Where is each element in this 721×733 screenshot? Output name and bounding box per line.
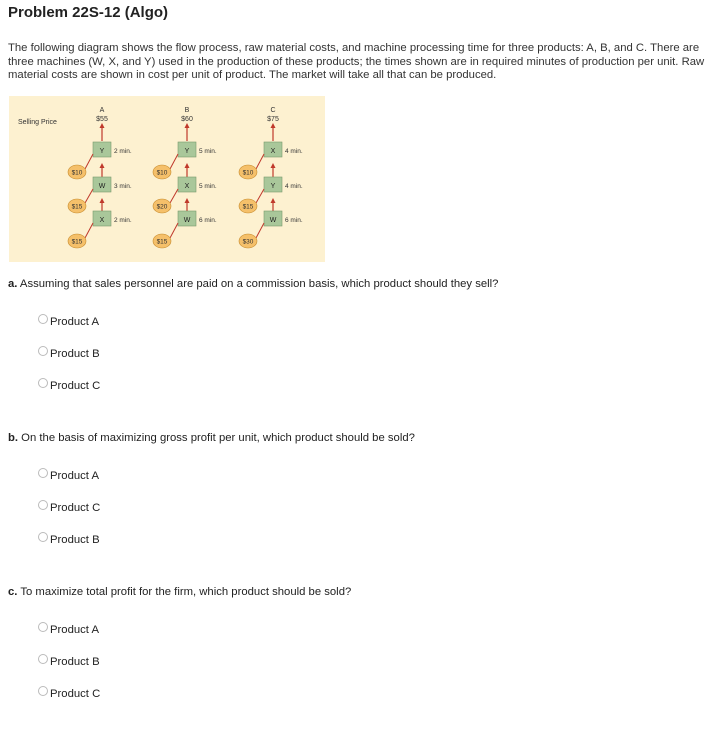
- question-b-option-2[interactable]: [38, 502, 100, 514]
- problem-intro: The following diagram shows the flow process, raw material costs, and machine processing time for three products: A, B, and C. There are three machines (W, X, and Y) used in the production of these products; the times shown are in required minutes of production per unit. Raw material costs are shown in cost per unit of product. The market will take all that can be produced.: [8, 42, 705, 81]
- machine-label: Y: [99, 148, 105, 155]
- arrow-head-icon: [185, 198, 190, 203]
- option-label: Product C: [50, 688, 101, 700]
- material-arrow-line: [85, 189, 93, 203]
- processing-time: 5 min.: [199, 148, 217, 155]
- question-b-prefix: b.: [8, 432, 19, 444]
- radio-icon[interactable]: [38, 532, 48, 542]
- option-label: Product A: [50, 624, 99, 636]
- question-c-text: To maximize total profit for the firm, which product should be sold?: [17, 586, 352, 598]
- question-b-text: On the basis of maximizing gross profit per unit, which product should be sold?: [18, 432, 415, 444]
- problem-title: Problem 22S-12 (Algo): [8, 4, 169, 21]
- arrow-head-icon: [185, 163, 190, 168]
- machine-label: W: [98, 183, 106, 190]
- machine-label: Y: [270, 183, 276, 190]
- question-c-option-1[interactable]: [38, 624, 99, 636]
- processing-time: 3 min.: [114, 183, 132, 190]
- radio-icon[interactable]: [38, 378, 48, 388]
- material-cost: $15: [156, 238, 168, 246]
- material-cost: $15: [71, 238, 83, 246]
- processing-time: 2 min.: [114, 217, 132, 224]
- option-label: Product A: [50, 470, 99, 482]
- arrow-head-icon: [271, 198, 276, 203]
- question-a: [8, 278, 498, 290]
- option-label: Product B: [50, 656, 100, 668]
- question-a-option-1[interactable]: [38, 316, 99, 328]
- product-name: A: [99, 107, 105, 114]
- radio-icon[interactable]: [38, 654, 48, 664]
- radio-icon[interactable]: [38, 622, 48, 632]
- option-label: Product C: [50, 380, 101, 392]
- question-a-option-3[interactable]: [38, 380, 100, 392]
- material-cost: $15: [71, 203, 83, 211]
- product-price: $75: [267, 116, 279, 123]
- question-c-option-2[interactable]: [38, 656, 100, 668]
- option-label: Product A: [50, 316, 99, 328]
- material-arrow-line: [170, 223, 178, 238]
- product-price: $60: [181, 116, 193, 123]
- material-arrow-line: [170, 189, 178, 203]
- processing-time: 4 min.: [285, 148, 303, 155]
- question-a-option-2[interactable]: [38, 348, 100, 360]
- material-arrow-line: [170, 154, 178, 169]
- question-b: [8, 432, 415, 444]
- material-cost: $20: [156, 203, 168, 211]
- machine-label: Y: [184, 148, 190, 155]
- arrow-head-icon: [271, 163, 276, 168]
- processing-time: 4 min.: [285, 183, 303, 190]
- material-cost: $10: [71, 169, 83, 177]
- radio-icon[interactable]: [38, 686, 48, 696]
- material-arrow-line: [256, 189, 264, 203]
- question-c-option-3[interactable]: [38, 688, 100, 700]
- arrow-head-icon: [100, 163, 105, 168]
- machine-label: X: [184, 183, 190, 190]
- product-name: B: [184, 107, 190, 114]
- question-b-option-3[interactable]: [38, 534, 100, 546]
- machine-label: X: [99, 217, 105, 224]
- question-c: [8, 586, 351, 598]
- question-b-option-1[interactable]: [38, 470, 99, 482]
- material-cost: $15: [242, 203, 254, 211]
- material-cost: $10: [156, 169, 168, 177]
- processing-time: 2 min.: [114, 148, 132, 155]
- radio-icon[interactable]: [38, 314, 48, 324]
- option-label: Product B: [50, 348, 100, 360]
- processing-time: 6 min.: [199, 217, 217, 224]
- arrow-head-icon: [271, 123, 276, 128]
- machine-label: W: [183, 217, 191, 224]
- product-name: C: [270, 107, 276, 114]
- radio-icon[interactable]: [38, 468, 48, 478]
- material-cost: $10: [242, 169, 254, 177]
- arrow-head-icon: [100, 123, 105, 128]
- material-arrow-line: [256, 154, 264, 169]
- question-a-prefix: a.: [8, 278, 18, 290]
- radio-icon[interactable]: [38, 346, 48, 356]
- material-arrow-line: [256, 223, 264, 238]
- flow-diagram: [9, 96, 325, 262]
- machine-label: X: [270, 148, 276, 155]
- processing-time: 5 min.: [199, 183, 217, 190]
- processing-time: 6 min.: [285, 217, 303, 224]
- material-cost: $30: [242, 238, 254, 246]
- material-arrow-line: [85, 223, 93, 238]
- material-arrow-line: [85, 154, 93, 169]
- arrow-head-icon: [185, 123, 190, 128]
- question-a-text: Assuming that sales personnel are paid on a commission basis, which product should they sell?: [17, 278, 499, 290]
- product-price: $55: [96, 116, 108, 123]
- option-label: Product C: [50, 502, 101, 514]
- radio-icon[interactable]: [38, 500, 48, 510]
- machine-label: W: [269, 217, 277, 224]
- selling-price-label: Selling Price: [18, 119, 57, 126]
- question-c-prefix: c.: [8, 586, 18, 598]
- arrow-head-icon: [100, 198, 105, 203]
- option-label: Product B: [50, 534, 100, 546]
